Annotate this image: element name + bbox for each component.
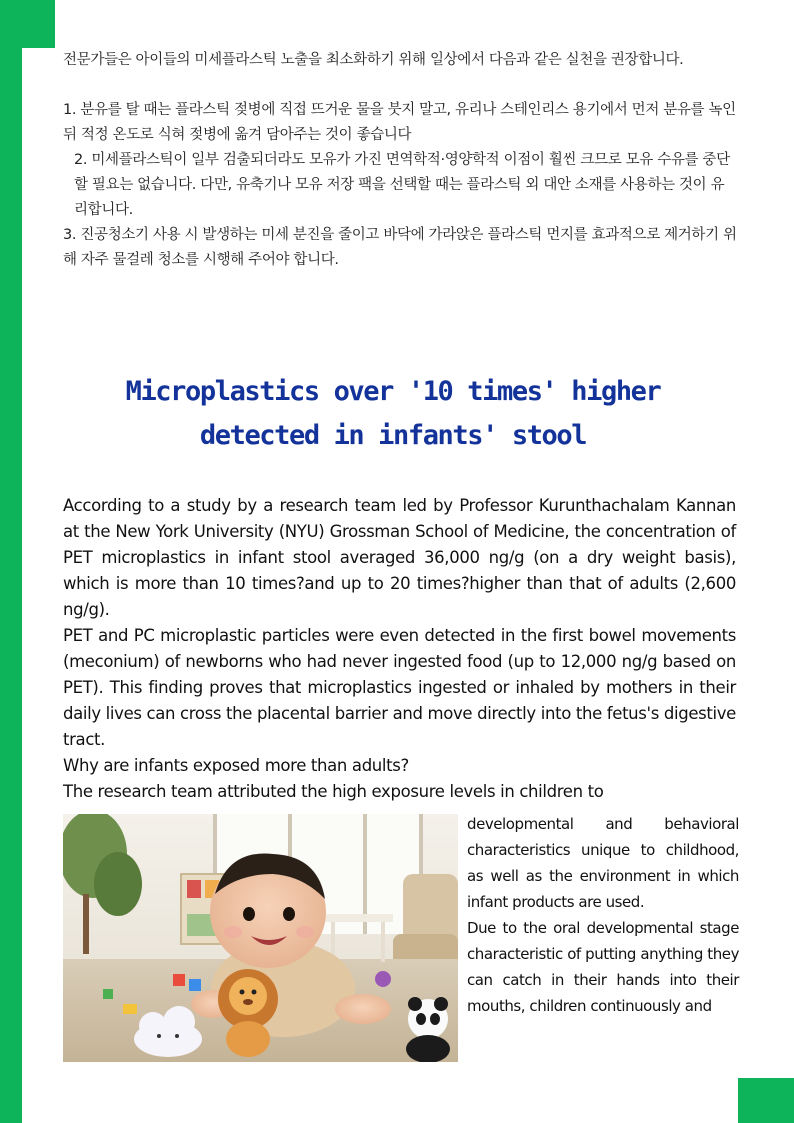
corner-accent-square xyxy=(738,1078,794,1123)
headline-line-1: Microplastics over '10 times' higher xyxy=(125,376,661,407)
korean-item-3: 3. 진공청소기 사용 시 발생하는 미세 분진을 줄이고 바닥에 가라앉은 플라스틱 먼지를 효과적으로 제거하기 위해 자주 물걸레 청소를 시행해 주어야 합니다. xyxy=(63,227,737,268)
article-question: Why are infants exposed more than adults? xyxy=(63,756,409,775)
side-paragraph-2: Due to the oral developmental stage characteristic of putting anything they can catch in their hands into their mouths, children continuously and xyxy=(467,919,739,1015)
top-accent-tab xyxy=(0,0,55,48)
article-paragraph-3: The research team attributed the high exposure levels in children to xyxy=(63,782,604,801)
article-headline xyxy=(63,370,723,458)
korean-recommendations xyxy=(63,48,737,273)
korean-intro: 전문가들은 아이들의 미세플라스틱 노출을 최소화하기 위해 일상에서 다음과 같은 실천을 권장합니다. xyxy=(63,52,684,68)
korean-item-2: 2. 미세플라스틱이 일부 검출되더라도 모유가 가진 면역학적·영양학적 이점이 훨씬 크므로 모유 수유를 중단할 필요는 없습니다. 다만, 유축기나 모유 저장 팩을 선택할 때는 플라스틱 외 대안 소재를 사용하는 것이 유리합니다. xyxy=(74,152,730,218)
headline-line-2: detected in infants' stool xyxy=(199,420,587,451)
side-paragraph-1: developmental and behavioral characteristics unique to childhood, as well as the environment in which infant products are used. xyxy=(467,815,739,911)
baby-photo xyxy=(63,814,458,1062)
article-body xyxy=(63,493,736,805)
side-column-text xyxy=(467,811,739,1019)
article-paragraph-1: According to a study by a research team led by Professor Kurunthachalam Kannan at the New York University (NYU) Grossman School of Medicine, the concentration of PET microplastics in infant stool averaged 36,000 ng/g (on a dry weight basis), which is more than 10 times?and up to 20 times?higher than that of adults (2,600 ng/g). xyxy=(63,496,736,619)
paragraph-gap xyxy=(63,73,737,98)
left-accent-bar xyxy=(0,0,22,1123)
article-paragraph-2: PET and PC microplastic particles were even detected in the first bowel movements (meconium) of newborns who had never ingested food (up to 12,000 ng/g based on PET). This finding proves that microplastics ingested or inhaled by mothers in their daily lives can cross the placental barrier and move directly into the fetus's digestive tract. xyxy=(63,626,736,749)
baby-playroom-illustration xyxy=(63,814,458,1062)
korean-item-1: 1. 분유를 탈 때는 플라스틱 젖병에 직접 뜨거운 물을 붓지 말고, 유리나 스테인리스 용기에서 먼저 분유를 녹인 뒤 적정 온도로 식혀 젖병에 옮겨 담아주는 것이 좋습니다 xyxy=(63,102,736,143)
